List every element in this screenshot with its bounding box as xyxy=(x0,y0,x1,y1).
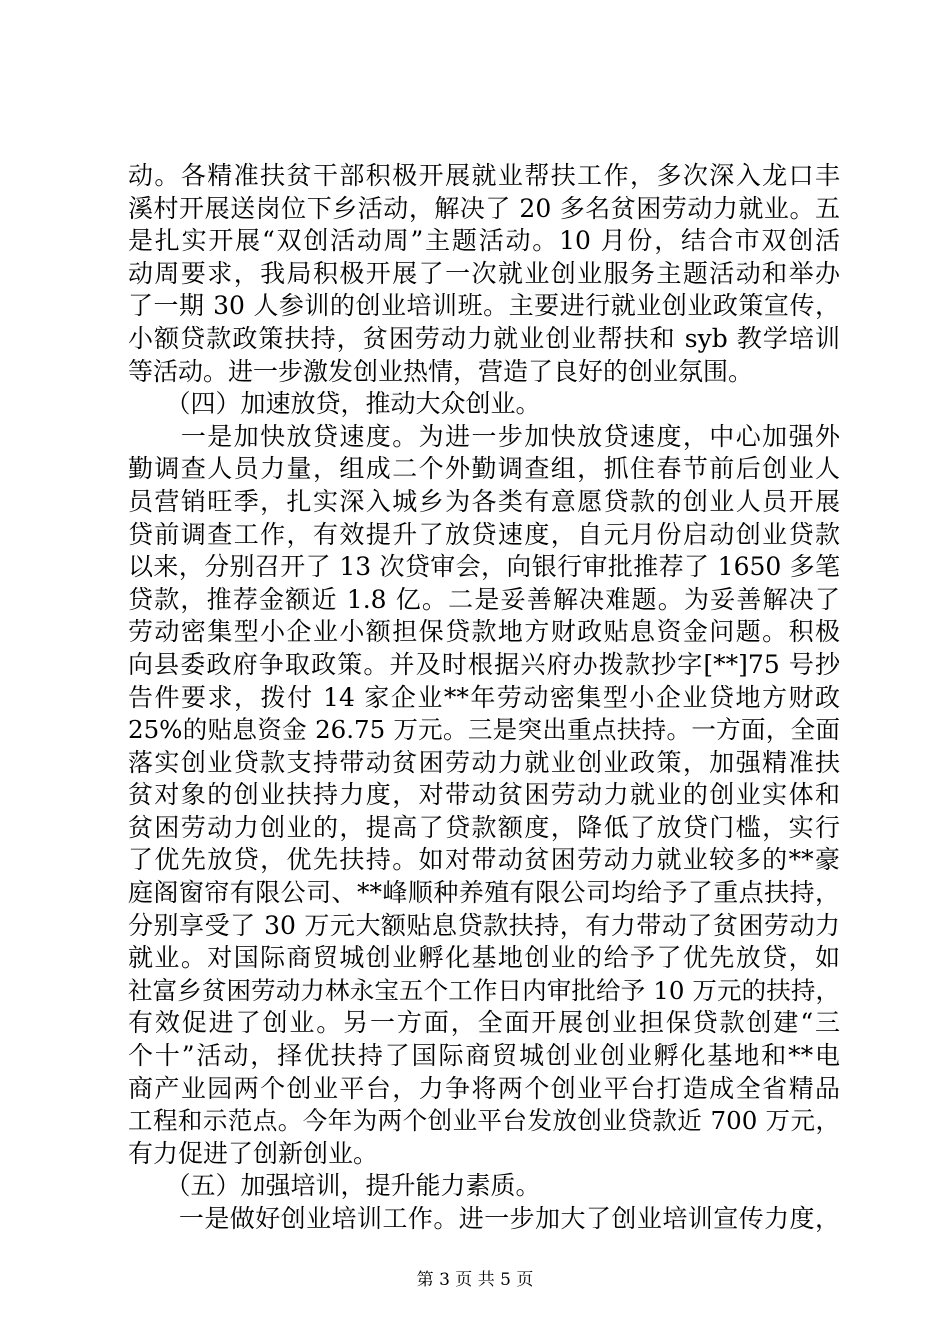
text-line: 了一期 30 人参训的创业培训班。主要进行就业创业政策宣传， xyxy=(128,291,840,321)
text-line: 社富乡贫困劳动力林永宝五个工作日内审批给予 10 万元的扶持， xyxy=(128,975,840,1005)
text-line: 劳动密集型小企业小额担保贷款地方财政贴息资金问题。积极 xyxy=(128,617,840,647)
text-line: 分别享受了 30 万元大额贴息贷款扶持，有力带动了贫困劳动力 xyxy=(128,910,840,940)
text-line: 了优先放贷，优先扶持。如对带动贫困劳动力就业较多的**豪 xyxy=(128,845,840,875)
text-line: 小额贷款政策扶持，贫困劳动力就业创业帮扶和 syb 教学培训 xyxy=(128,323,840,353)
text-line: 等活动。进一步激发创业热情，营造了良好的创业氛围。 xyxy=(128,356,754,386)
text-line: 商产业园两个创业平台，力争将两个创业平台打造成全省精品 xyxy=(128,1073,840,1103)
text-line: 一是加快放贷速度。为进一步加快放贷速度，中心加强外 xyxy=(128,421,840,451)
text-line: 一是做好创业培训工作。进一步加大了创业培训宣传力度， xyxy=(128,1204,840,1233)
text-line: 就业。对国际商贸城创业孵化基地创业的给予了优先放贷，如 xyxy=(128,943,840,973)
text-line: 动周要求，我局积极开展了一次就业创业服务主题活动和举办 xyxy=(128,258,840,288)
text-line: （四）加速放贷，推动大众创业。 xyxy=(128,389,541,419)
text-line: 溪村开展送岗位下乡活动，解决了 20 多名贫困劳动力就业。五 xyxy=(128,193,840,223)
document-body xyxy=(128,160,840,1236)
text-line: 25%的贴息资金 26.75 万元。三是突出重点扶持。一方面，全面 xyxy=(128,715,840,745)
page-number: 第 3 页 共 5 页 xyxy=(416,1270,534,1290)
text-line: 告件要求，拨付 14 家企业**年劳动密集型小企业贷地方财政 xyxy=(128,682,840,712)
text-line: 贫对象的创业扶持力度，对带动贫困劳动力就业的创业实体和 xyxy=(128,780,840,810)
page-footer xyxy=(0,1269,950,1291)
text-line: （五）加强培训，提升能力素质。 xyxy=(128,1171,541,1201)
text-line: 有力促进了创新创业。 xyxy=(128,1138,379,1168)
text-line: 有效促进了创业。另一方面，全面开展创业担保贷款创建“三 xyxy=(128,1008,840,1038)
text-line: 贷款，推荐金额近 1.8 亿。二是妥善解决难题。为妥善解决了 xyxy=(128,584,840,614)
text-line: 勤调查人员力量，组成二个外勤调查组，抓住春节前后创业人 xyxy=(128,454,840,484)
text-line: 庭阁窗帘有限公司、**峰顺种养殖有限公司均给予了重点扶持， xyxy=(128,878,840,908)
text-line: 落实创业贷款支持带动贫困劳动力就业创业政策，加强精准扶 xyxy=(128,747,840,777)
text-line: 个十”活动，择优扶持了国际商贸城创业创业孵化基地和**电 xyxy=(128,1041,840,1071)
text-line: 动。各精准扶贫干部积极开展就业帮扶工作，多次深入龙口丰 xyxy=(128,161,840,190)
text-line: 以来，分别召开了 13 次贷审会，向银行审批推荐了 1650 多笔 xyxy=(128,552,840,582)
text-line: 贫困劳动力创业的，提高了贷款额度，降低了放贷门槛，实行 xyxy=(128,812,840,842)
text-line: 工程和示范点。今年为两个创业平台发放创业贷款近 700 万元， xyxy=(128,1106,840,1136)
text-line: 向县委政府争取政策。并及时根据兴府办拨款抄字[**]75 号抄 xyxy=(128,649,840,679)
text-line: 是扎实开展“双创活动周”主题活动。10 月份，结合市双创活 xyxy=(128,226,840,256)
text-line: 贷前调查工作，有效提升了放贷速度，自元月份启动创业贷款 xyxy=(128,519,840,549)
text-line: 员营销旺季，扎实深入城乡为各类有意愿贷款的创业人员开展 xyxy=(128,486,840,516)
